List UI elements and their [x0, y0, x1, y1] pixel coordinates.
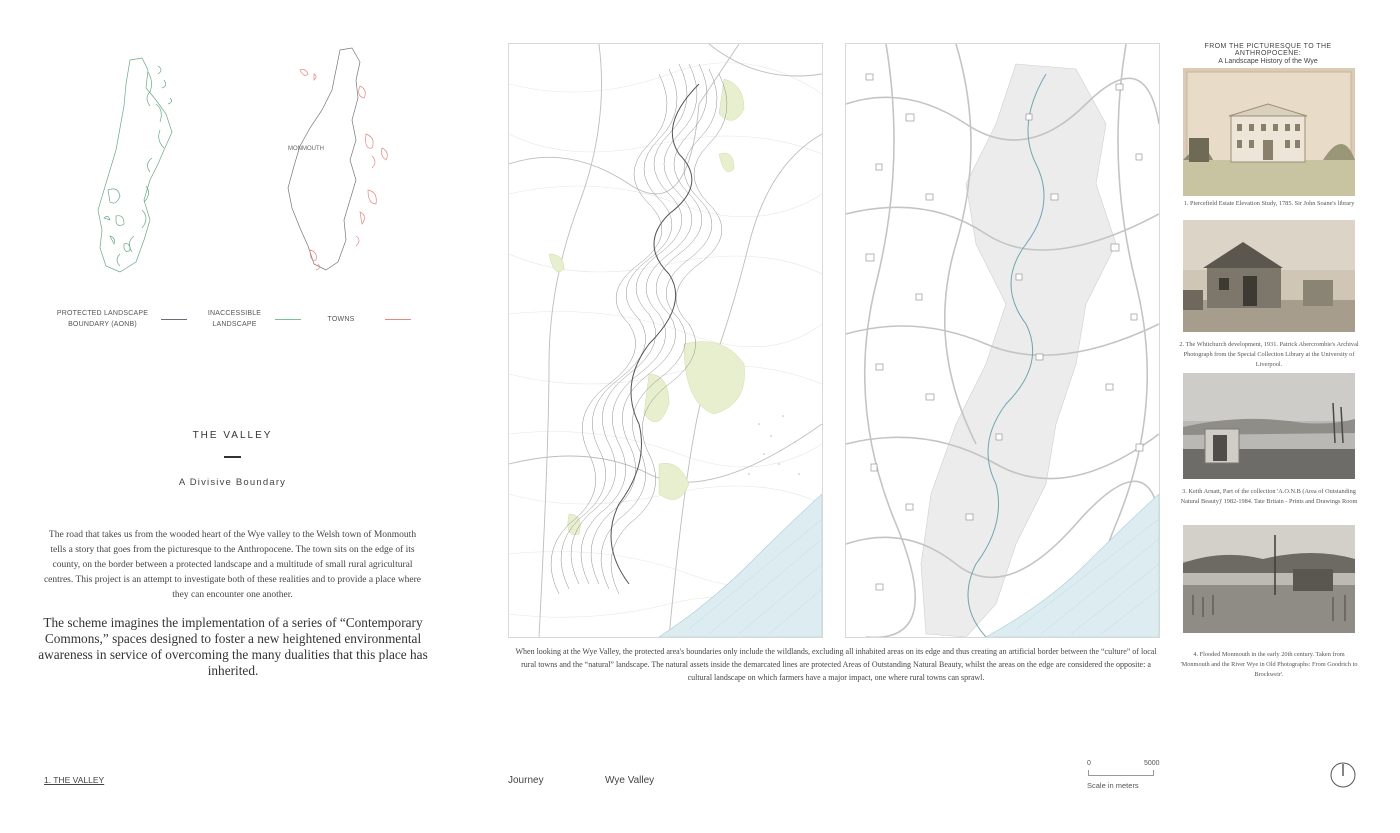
settlement-map [845, 43, 1160, 638]
photo-caption-1: 1. Piercefield Estate Elevation Study, 1785. Sir John Soane's library [1183, 200, 1355, 207]
scale-label: Scale in meters [1087, 781, 1139, 790]
topographic-map-drawing [509, 44, 822, 637]
photo-caption-3: 3. Keith Arnatt, Part of the collection 'A.O.N.B (Area of Outstanding Natural Beauty)' 1982-1984. Tate Britain - Prints and Drawings Room [1180, 488, 1358, 505]
photo-flooded-monmouth [1183, 525, 1355, 633]
scheme-paragraph: The scheme imagines the implementation of a series of “Contemporary Commons,” spaces designed to foster a new heightened environmental awareness in service of overcoming the many dualities that this place has inherited. [38, 615, 428, 678]
legend-protected-line [161, 319, 187, 320]
section-title: THE VALLEY [192, 430, 273, 441]
legend-inaccessible-line [275, 319, 301, 320]
scale-bar [1088, 770, 1154, 776]
mini-maps [60, 40, 440, 280]
scale-min-label: 0 [1087, 760, 1091, 767]
photo-caption-2: 2. The Whitchurch development, 1931. Patrick Abercrombie's Archival Photograph from the Special Collection Library at the University of Liverpool. [1179, 341, 1359, 368]
history-subtitle: A Landscape History of the Wye [1218, 58, 1318, 65]
inaccessible-landscape-map [98, 58, 172, 272]
intro-paragraph: The road that takes us from the wooded heart of the Wye valley to the Welsh town of Monmouth tells a story that goes from the picturesque to the Anthropocene. The town sits on the edge of its county, on the border between a protected landscape and a multitude of small rural agricultural centres. This project is an attempt to investigate both of these realities and to provide a place where they can encounter one another. [43, 530, 422, 600]
legend-inaccessible-label: INACCESSIBLE LANDSCAPE [207, 310, 262, 328]
legend-towns-line [385, 319, 411, 320]
history-title: FROM THE PICTURESQUE TO THE ANTHROPOCENE: [1204, 43, 1332, 57]
scale-max-label: 5000 [1144, 760, 1160, 767]
photo-whitchurch-development [1183, 220, 1355, 332]
towns-map [288, 48, 387, 270]
footer-place: Wye Valley [605, 775, 655, 786]
map-caption: When looking at the Wye Valley, the protected area's boundaries only include the wildlands, excluding all inhabited areas on its edge and thus creating an artificial border between the “culture” of local rural towns and the “natural” landscape. The natural assets inside the demarcated lines are protected Areas of Outstanding Natural Beauty, whilst the areas on the edge are considered the opposite: a cultural landscape on which farmers have a major impact, one where rural towns can sprawl. [515, 647, 1157, 682]
photo-keith-arnatt-aonb [1183, 373, 1355, 479]
legend-towns-label: TOWNS [327, 316, 355, 323]
minimap-town-label: MONMOUTH [288, 146, 324, 152]
north-arrow-icon [1330, 762, 1356, 788]
section-link-the-valley[interactable]: 1. THE VALLEY [44, 775, 105, 785]
topographic-map [508, 43, 823, 638]
section-subtitle: A Divisive Boundary [178, 477, 287, 488]
photo-piercefield-elevation [1183, 68, 1355, 196]
legend-protected-label: PROTECTED LANDSCAPE BOUNDARY (AONB) [56, 310, 149, 328]
title-divider [224, 456, 241, 458]
map-legend [55, 305, 435, 335]
footer-journey: Journey [508, 775, 544, 786]
photo-caption-4: 4. Flooded Monmouth in the early 20th century. Taken from 'Monmouth and the River Wye in Old Photographs: From Goodrich to Brockweir'. [1180, 651, 1358, 678]
aonb-outline-maps [60, 40, 440, 280]
settlement-map-drawing [846, 44, 1159, 637]
